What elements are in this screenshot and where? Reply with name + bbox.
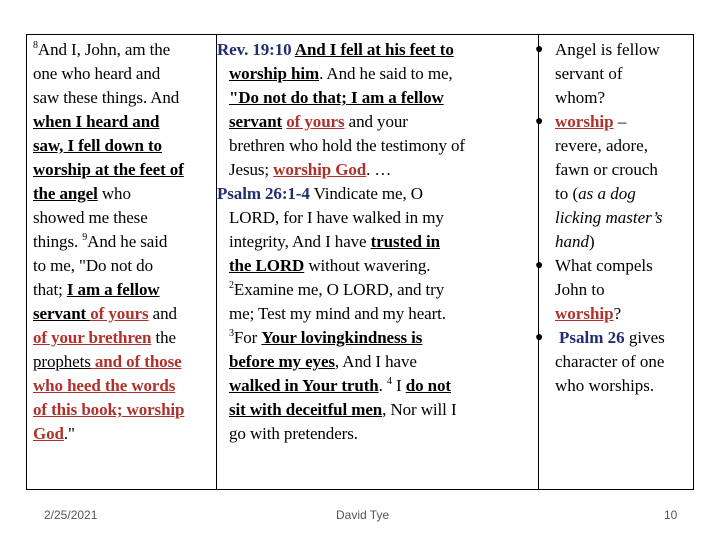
bullet-icon: ● (535, 42, 544, 57)
bullet-icon: ● (535, 258, 544, 273)
scripture-column (217, 35, 539, 489)
list-item: ● Angel is fellow (539, 38, 693, 62)
scripture-text: Rev. 19:10 And I fell at his feet to worship him. And he said to me, "Do not do that; I am a fellow servant of yours and your brethren who hold the testimony of Jesus; worship God. … Psalm 26:1-4 Vindicate me, O LORD, for I have walked in my integrity, And I have trusted in the LORD without wavering. $^2$Examine me, O LORD, and try me; Test my mind and my heart. $^3$For Your lovingkindness is before my eyes, And I have walked in Your truth. $^4$ I do not sit with deceitful men, Nor will I go with pretenders. (217, 40, 465, 443)
bullet-icon: ● (535, 330, 544, 345)
list-item: ● worship – (539, 110, 693, 134)
bullet-icon: ● (535, 114, 544, 129)
footer-author: David Tye (336, 508, 390, 522)
notes-list: ● Angel is fellow servant of whom? ● worship – revere, adore, fawn or crouch to (as a dog licking master’s hand) ● What compels John to worship? ● Psalm 26 gives character of one who worships. (539, 35, 693, 398)
notes-column (535, 35, 693, 489)
content-table (26, 34, 694, 490)
list-item: ● What compels (539, 254, 693, 278)
footer-date: 2/25/2021 (44, 508, 98, 522)
footer-page-number: 10 (664, 508, 678, 522)
list-item: ● Psalm 26 gives (539, 326, 693, 350)
quote-column (27, 35, 217, 489)
quote-text: $^8$And I, John, am the one who heard and saw these things. And when I heard and saw, I fell down to worship at the feet of the angel who showed me these things. $^9$And he said to me, "Do not do that; I am a fellow servant of yours and of your brethren the prophets and of those who heed the words of this book; worship God." (33, 40, 185, 443)
